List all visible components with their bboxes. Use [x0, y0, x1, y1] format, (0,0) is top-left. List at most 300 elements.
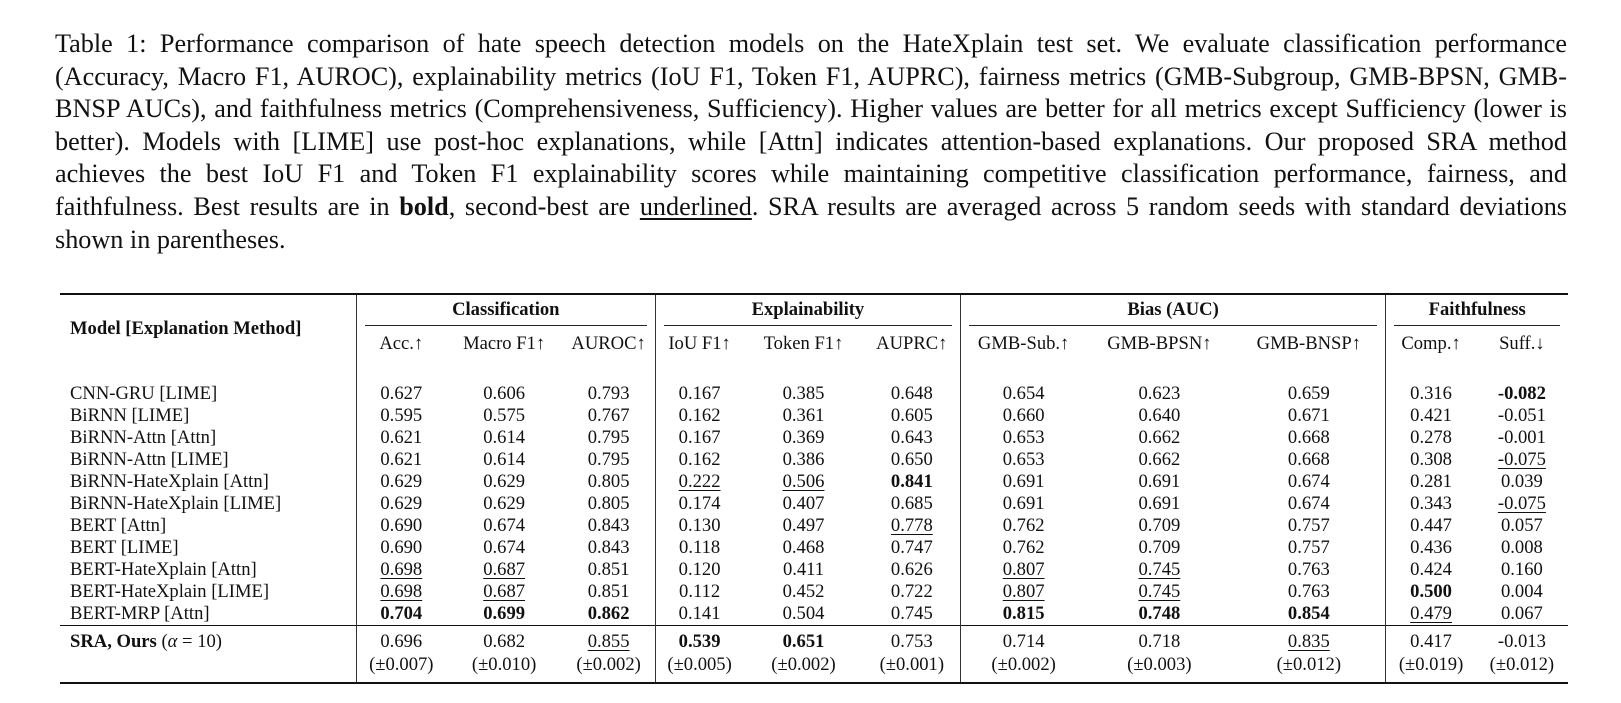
model-name: BiRNN-Attn [LIME] [70, 449, 229, 470]
sra-open-paren: ( [156, 631, 168, 652]
metric-cell [1086, 581, 1232, 603]
table-row [60, 427, 1568, 449]
metric-value: 0.662 [1138, 449, 1181, 470]
metric-value: 0.805 [587, 471, 630, 492]
model-name: BERT [Attn] [70, 515, 167, 536]
model-column-header: Model [Explanation Method] [70, 318, 302, 339]
metric-value: 0.674 [1287, 471, 1330, 492]
table-row [60, 559, 1568, 581]
metric-value: 0.621 [380, 449, 423, 470]
metric-cell [1476, 427, 1568, 449]
metric-value: 0.691 [1002, 493, 1045, 514]
metric-cell [743, 427, 864, 449]
metric-cell [1386, 537, 1476, 559]
metric-cell [562, 515, 655, 537]
sra-std-cell: (±0.002) [771, 654, 836, 675]
sra-body [60, 626, 1568, 683]
sra-std-cell: (±0.012) [1489, 654, 1555, 675]
metric-cell [1386, 515, 1476, 537]
metric-cell [1232, 383, 1386, 405]
metric-value: 0.659 [1287, 383, 1330, 404]
metric-value: 0.130 [678, 515, 721, 536]
metric-value: 0.506 [782, 471, 825, 492]
metric-cell [743, 471, 864, 493]
metric-value: 0.369 [782, 427, 825, 448]
metric-cell [960, 603, 1086, 626]
metric-value: 0.854 [1287, 603, 1330, 624]
metric-cell [356, 581, 446, 603]
metric-value: 0.757 [1287, 537, 1330, 558]
metric-value: 0.386 [782, 449, 825, 470]
model-name: BiRNN-Attn [Attn] [70, 427, 217, 448]
caption-text-after: . SRA results are averaged across 5 random seeds with standard deviations shown in parentheses. [55, 191, 1568, 254]
metric-value: 0.763 [1287, 581, 1330, 602]
metric-value: 0.174 [678, 493, 721, 514]
sra-metric-value: 0.651 [782, 631, 825, 652]
metric-cell [1086, 471, 1232, 493]
caption-label: Table 1: [55, 29, 147, 58]
results-table [60, 293, 1568, 682]
metric-value: 0.039 [1500, 471, 1543, 492]
results-table-container [60, 293, 1568, 684]
metric-cell [960, 581, 1086, 603]
metric-value: 0.704 [380, 603, 423, 624]
metric-cell [1086, 427, 1232, 449]
metric-value: 0.671 [1287, 405, 1330, 426]
table-row [60, 405, 1568, 427]
metric-value: 0.468 [782, 537, 825, 558]
metric-value: 0.436 [1410, 537, 1452, 558]
metric-cell [356, 537, 446, 559]
metric-value: 0.160 [1500, 559, 1543, 580]
table-row [60, 537, 1568, 559]
metric-value: 0.614 [483, 427, 526, 448]
metric-value: 0.709 [1138, 515, 1181, 536]
metric-value: 0.222 [678, 471, 721, 492]
metric-value: 0.745 [1138, 581, 1181, 602]
metric-cell [655, 427, 743, 449]
metric-cell [1476, 449, 1568, 471]
model-name: BERT-HateXplain [Attn] [70, 559, 257, 580]
sra-metric-value: 0.539 [678, 631, 721, 652]
metric-value: 0.504 [782, 603, 825, 624]
metric-cell [1232, 493, 1386, 515]
metric-cell [743, 559, 864, 581]
sra-std-cell: (±0.019) [1386, 653, 1476, 682]
metric-cell [960, 537, 1086, 559]
metric-cell [864, 427, 961, 449]
metric-value: 0.500 [1410, 581, 1452, 602]
metric-cell [864, 559, 961, 581]
table-row [60, 383, 1568, 405]
metric-value: 0.687 [483, 559, 526, 580]
metric-cell [1386, 471, 1476, 493]
metric-cell [960, 405, 1086, 427]
metric-cell [1386, 581, 1476, 603]
metric-cell [356, 383, 446, 405]
metric-cell [864, 515, 961, 537]
metric-value: 0.008 [1500, 537, 1543, 558]
metric-value: 0.691 [1138, 493, 1181, 514]
metric-value: 0.747 [890, 537, 933, 558]
metric-cell [864, 537, 961, 559]
metric-value: 0.815 [1002, 603, 1045, 624]
sra-model-bold: SRA, Ours [70, 631, 157, 652]
column-header: AUPRC↑ [876, 333, 948, 354]
metric-value: 0.685 [890, 493, 933, 514]
table-row [60, 471, 1568, 493]
metric-value: 0.343 [1410, 493, 1452, 514]
column-header: Token F1↑ [763, 333, 844, 354]
metric-cell [655, 405, 743, 427]
metric-value: 0.745 [890, 603, 933, 624]
metric-cell [1086, 449, 1232, 471]
metric-cell [562, 405, 655, 427]
metric-cell [743, 515, 864, 537]
metric-value: 0.421 [1410, 405, 1452, 426]
sra-std-cell: (±0.007) [356, 653, 446, 682]
metric-cell [1476, 581, 1568, 603]
metric-cell [655, 471, 743, 493]
sra-metric-cell [356, 626, 446, 654]
sra-metric-cell [960, 626, 1086, 654]
metric-value: 0.606 [483, 383, 526, 404]
metric-cell [356, 603, 446, 626]
model-name: CNN-GRU [LIME] [70, 383, 218, 404]
metric-cell [1476, 405, 1568, 427]
metric-value: 0.851 [587, 559, 630, 580]
metric-cell [655, 559, 743, 581]
metric-cell [1386, 559, 1476, 581]
sra-std-cell: (±0.010) [471, 654, 537, 675]
metric-value: 0.674 [483, 537, 526, 558]
column-header: GMB-BPSN↑ [1107, 333, 1212, 354]
metric-value: 0.698 [380, 581, 423, 602]
metric-value: 0.762 [1002, 515, 1045, 536]
metric-cell [1386, 493, 1476, 515]
sra-model-name [60, 626, 356, 654]
metric-cell [1386, 405, 1476, 427]
model-name: BiRNN-HateXplain [Attn] [70, 471, 269, 492]
sra-std-cell: (±0.001) [879, 654, 945, 675]
metric-cell [446, 581, 562, 603]
metric-cell [1232, 515, 1386, 537]
sra-metric-cell [1232, 626, 1386, 654]
metric-cell [562, 537, 655, 559]
metric-value: 0.385 [782, 383, 825, 404]
sra-alpha-symbol: α [167, 631, 178, 652]
metric-value: 0.851 [587, 581, 630, 602]
sra-metric-value: 0.682 [483, 631, 526, 652]
metric-cell [655, 603, 743, 626]
metric-value: 0.862 [587, 603, 630, 624]
metric-cell [655, 383, 743, 405]
metric-value: 0.162 [678, 405, 721, 426]
sra-metric-cell [864, 626, 961, 654]
table-row [60, 581, 1568, 603]
metric-cell [1086, 383, 1232, 405]
sra-std-cell: (±0.012) [1276, 654, 1342, 675]
metric-cell [1086, 603, 1232, 626]
metric-value: 0.447 [1410, 515, 1452, 536]
metric-value: 0.621 [380, 427, 423, 448]
metric-value: 0.654 [1002, 383, 1045, 404]
metric-value: 0.653 [1002, 449, 1045, 470]
metric-cell [864, 603, 961, 626]
metric-cell [562, 603, 655, 626]
metric-cell [1476, 515, 1568, 537]
metric-cell [446, 383, 562, 405]
sra-metric-value: 0.718 [1138, 631, 1181, 652]
column-header: Suff.↓ [1499, 333, 1545, 354]
metric-value: 0.614 [483, 449, 526, 470]
metric-value: 0.640 [1138, 405, 1181, 426]
sra-std-cell: (±0.002) [960, 653, 1086, 682]
metric-cell [356, 405, 446, 427]
table-row [60, 515, 1568, 537]
metric-cell [655, 449, 743, 471]
table-row [60, 449, 1568, 471]
metric-cell [356, 427, 446, 449]
sra-metric-value: 0.855 [587, 631, 630, 652]
metric-cell [446, 515, 562, 537]
caption-text-between: , second-best are [448, 191, 640, 221]
metric-cell [1232, 603, 1386, 626]
metric-value: 0.629 [380, 493, 423, 514]
metric-value: 0.316 [1410, 383, 1452, 404]
metric-value: 0.162 [678, 449, 721, 470]
group-label: Bias (AUC) [1127, 298, 1219, 320]
metric-value: 0.763 [1287, 559, 1330, 580]
metric-value: 0.281 [1410, 471, 1452, 492]
metric-value: 0.660 [1002, 405, 1045, 426]
group-header-row [60, 294, 1568, 327]
sra-metric-cell [1086, 626, 1232, 654]
metric-value: 0.757 [1287, 515, 1330, 536]
metric-value: 0.668 [1287, 427, 1330, 448]
metric-value: 0.709 [1138, 537, 1181, 558]
metric-cell [1476, 603, 1568, 626]
metric-cell [446, 449, 562, 471]
metric-value: 0.841 [890, 471, 933, 492]
metric-value: 0.629 [380, 471, 423, 492]
metric-value: 0.452 [782, 581, 825, 602]
metric-cell [1476, 383, 1568, 405]
sra-metric-cell [562, 626, 655, 654]
metric-value: 0.722 [890, 581, 933, 602]
column-header: GMB-BNSP↑ [1256, 333, 1362, 354]
sra-metric-value: 0.835 [1287, 631, 1330, 652]
metric-value: 0.278 [1410, 427, 1452, 448]
metric-value: -0.082 [1497, 383, 1546, 404]
metric-cell [1386, 603, 1476, 626]
metric-cell [356, 515, 446, 537]
metric-cell [446, 405, 562, 427]
metric-value: 0.650 [890, 449, 933, 470]
metric-cell [864, 493, 961, 515]
metric-value: 0.424 [1410, 559, 1452, 580]
metric-value: -0.051 [1497, 405, 1546, 426]
group-label: Faithfulness [1428, 298, 1526, 320]
metric-cell [562, 427, 655, 449]
metric-cell [1476, 471, 1568, 493]
metric-value: 0.575 [483, 405, 526, 426]
sra-metric-value: -0.013 [1497, 631, 1546, 652]
metric-cell [655, 537, 743, 559]
group-header-classification [356, 294, 655, 327]
metric-cell [1086, 515, 1232, 537]
metric-cell [446, 427, 562, 449]
metric-cell [864, 383, 961, 405]
metric-cell [1232, 427, 1386, 449]
metric-cell [1386, 383, 1476, 405]
metric-value: 0.690 [380, 515, 423, 536]
metric-value: 0.687 [483, 581, 526, 602]
metric-cell [960, 449, 1086, 471]
column-header: Acc.↑ [356, 327, 446, 361]
metric-cell [446, 559, 562, 581]
metric-value: 0.668 [1287, 449, 1330, 470]
column-header: Comp.↑ [1386, 327, 1476, 361]
column-header: Macro F1↑ [463, 333, 546, 354]
metric-value: 0.699 [483, 603, 526, 624]
metric-cell [1086, 537, 1232, 559]
sra-std-cell: (±0.003) [1127, 654, 1192, 675]
metric-value: 0.653 [1002, 427, 1045, 448]
metric-cell [562, 493, 655, 515]
group-header-explainability [655, 294, 960, 327]
metric-value: 0.662 [1138, 427, 1181, 448]
metric-cell [864, 471, 961, 493]
metric-cell [1476, 537, 1568, 559]
metric-cell [1386, 427, 1476, 449]
metric-cell [864, 581, 961, 603]
metric-value: 0.674 [483, 515, 526, 536]
metric-value: -0.001 [1497, 427, 1546, 448]
metric-value: 0.843 [587, 515, 630, 536]
metric-cell [356, 471, 446, 493]
metric-cell [743, 493, 864, 515]
metric-value: 0.807 [1002, 581, 1045, 602]
caption-bold-word: bold [399, 191, 449, 221]
metric-value: 0.497 [782, 515, 825, 536]
metric-cell [1086, 405, 1232, 427]
metric-value: 0.691 [1138, 471, 1181, 492]
metric-value: 0.807 [1002, 559, 1045, 580]
metric-value: 0.479 [1410, 603, 1452, 624]
metric-value: 0.308 [1410, 449, 1452, 470]
metric-value: 0.643 [890, 427, 933, 448]
sra-metric-value: 0.417 [1410, 631, 1452, 652]
metric-cell [960, 559, 1086, 581]
metric-value: 0.691 [1002, 471, 1045, 492]
table-row [60, 603, 1568, 626]
metric-value: 0.407 [782, 493, 825, 514]
sra-metric-value: 0.714 [1002, 631, 1045, 652]
sra-row [60, 626, 1568, 654]
metric-cell [446, 603, 562, 626]
column-header: AUROC↑ [571, 333, 646, 354]
metric-cell [743, 537, 864, 559]
metric-cell [562, 559, 655, 581]
metric-cell [562, 383, 655, 405]
group-header-faithfulness [1386, 294, 1568, 327]
metric-cell [1232, 581, 1386, 603]
metric-cell [356, 449, 446, 471]
metric-cell [1386, 449, 1476, 471]
sra-metric-cell [446, 626, 562, 654]
metric-value: 0.690 [380, 537, 423, 558]
metric-value: 0.112 [679, 581, 721, 602]
metric-cell [864, 449, 961, 471]
metric-value: 0.118 [679, 537, 721, 558]
metric-value: 0.778 [890, 515, 933, 536]
metric-cell [960, 427, 1086, 449]
sra-metric-value: 0.753 [890, 631, 933, 652]
metric-cell [562, 471, 655, 493]
metric-value: 0.629 [483, 471, 526, 492]
metric-cell [1086, 493, 1232, 515]
metric-cell [446, 537, 562, 559]
metric-value: 0.120 [678, 559, 721, 580]
caption-text: Performance comparison of hate speech detection models on the HateXplain test set. We evaluate classification performance (Accuracy, Macro F1, AUROC), explainability metrics (IoU F1, Token F1, AUPRC), fairness metrics (GMB-Subgroup, GMB-BPSN, GMB-BNSP AUCs), and faithfulness metrics (Comprehensiveness, Sufficiency). Higher values are better for all metrics except Sufficiency (lower is better). Models with [LIME] use post-hoc explanations, while [Attn] indicates attention-based explanations. Our proposed SRA method achieves the best IoU F1 and Token F1 explainability scores while maintaining competitive classification performance, fairness, and faithfulness. Best results are in [55, 29, 1568, 221]
sra-metric-cell [1476, 626, 1568, 654]
sra-metric-value: 0.696 [380, 631, 423, 652]
model-name: BERT-MRP [Attn] [70, 603, 210, 624]
metric-cell [743, 383, 864, 405]
model-name: BERT [LIME] [70, 537, 179, 558]
metric-cell [743, 603, 864, 626]
metric-cell [446, 493, 562, 515]
metric-value: 0.843 [587, 537, 630, 558]
metric-cell [864, 405, 961, 427]
metric-value: 0.067 [1500, 603, 1543, 624]
metric-cell [562, 581, 655, 603]
metric-value: 0.698 [380, 559, 423, 580]
column-header: GMB-Sub.↑ [960, 327, 1086, 361]
metric-value: 0.745 [1138, 559, 1181, 580]
metric-cell [960, 383, 1086, 405]
metric-cell [1232, 559, 1386, 581]
results-body [60, 361, 1568, 626]
metric-value: 0.648 [890, 383, 933, 404]
sra-alpha-value: = 10) [177, 631, 222, 652]
metric-cell [562, 449, 655, 471]
sra-metric-cell [655, 626, 743, 654]
model-name: BiRNN-HateXplain [LIME] [70, 493, 282, 514]
metric-cell [1476, 493, 1568, 515]
metric-cell [743, 449, 864, 471]
metric-value: 0.748 [1138, 603, 1181, 624]
metric-cell [743, 581, 864, 603]
metric-value: 0.762 [1002, 537, 1045, 558]
metric-cell [743, 405, 864, 427]
metric-value: 0.141 [678, 603, 721, 624]
metric-value: 0.795 [587, 449, 630, 470]
metric-value: -0.075 [1497, 493, 1546, 514]
model-name: BERT-HateXplain [LIME] [70, 581, 270, 602]
sra-std-cell: (±0.005) [655, 653, 743, 682]
metric-cell [655, 581, 743, 603]
sra-metric-cell [743, 626, 864, 654]
group-label: Classification [452, 298, 560, 320]
metric-value: 0.057 [1500, 515, 1543, 536]
metric-value: 0.793 [587, 383, 630, 404]
metric-value: 0.626 [890, 559, 933, 580]
metric-cell [1232, 449, 1386, 471]
table-caption [55, 28, 1567, 256]
group-header-bias [960, 294, 1386, 327]
